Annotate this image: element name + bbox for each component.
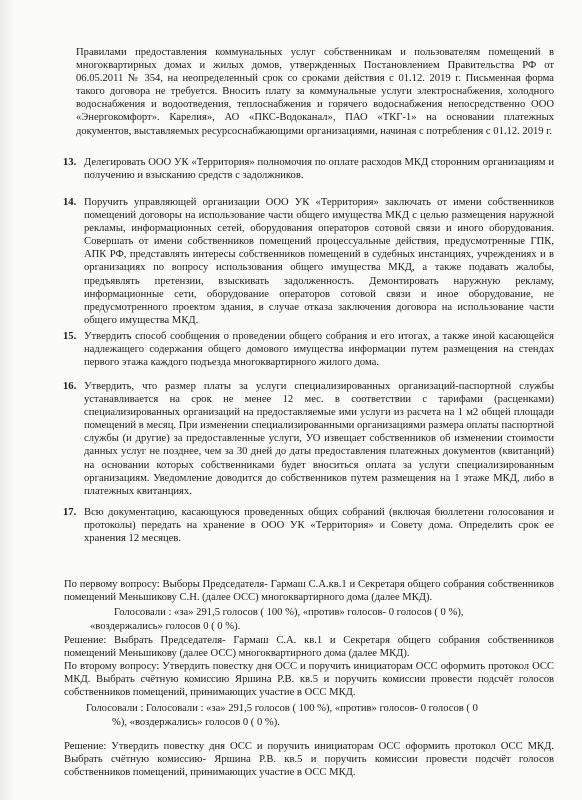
question-2-votes-line-2: %), «воздержались» голосов 0 ( 0 %). xyxy=(112,717,280,728)
item-number-16: 16. xyxy=(63,381,77,392)
intro-paragraph: Правилами предоставления коммунальных услуг собственникам и пользователям помещений в многоквартирных домах и жилых домов, утвержденных Постановлением Правительства РФ от 06.05.2011 № 354, на неопределенный срок со сроками действия с 01.12. 2019 г. Письменная форма такого договора не требуется. Вносить плату за коммунальные услуги электроснабжения, холодного водоснабжения и водоотведения, теплоснабжения и горячего водоснабжения непосредственно ООО «Энергокомфорт». Карелия», АО «ПКС-Водоканал», ПАО «ТКГ-1» на основании платежных документов, выставляемых ресурсоснабжающими организациями, начиная с потребления с 01.12. 2019 г. xyxy=(76,47,554,137)
item-number-17: 17. xyxy=(63,507,77,518)
question-2-text: По второму вопросу: Утвердить повестку дня ОСС и поручить инициаторам ОСС оформить протокол ОСС МКД. Выбрать счётную комиссию Яршина Р.В. кв.5 и поручить комиссии провести подсчёт голосов собственников помещений, принимающих участие в ОСС МКД. xyxy=(64,661,554,699)
item-number-15: 15. xyxy=(63,331,77,342)
item-text-16: Утвердить, что размер платы за услуги специализированных организаций-паспортной службы устанавливается на срок не менее 12 мес. в соответствии с тарифами (расценками) специализированных организаций на предоставляемые ими услуги из расчета на 1 м2 общей площади помещений в месяц. При изменении специализированными организациями размера оплаты паспортной службы (и другие) за предоставленные услуги, УО извещает собственников об изменении стоимости данных услуг не позднее, чем за 30 дней до даты предоставления платежных документов (квитанций) на основании которых собственниками будет вноситься оплата за услуги специализированным организациям. Уведомление доводится до собственников путем размещения на 1 этаже МКД, либо в платежных квитанциях. xyxy=(84,381,554,497)
question-1-text: По первому вопросу: Выборы Председателя- Гармаш С.А.кв.1 и Секретаря общего собрания собственников помещений Меньшикову С.Н. (далее ОСС) многоквартирного дома (далее МКД). xyxy=(64,579,554,604)
item-text-15: Утвердить способ сообщения о проведении общего собрания и его итогах, а также иной касающейся надлежащего содержания общего домового имущества информации путем размещения на стендах первого этажа каждого подъезда многоквартирного жилого дома. xyxy=(84,331,554,369)
item-text-17: Всю документацию, касающуюся проведенных общих собраний (включая бюллетени голосования и протоколы) передать на хранение в ООО УК «Территория» и Совету дома. Определить срок ее хранения 12 месяцев. xyxy=(84,507,554,545)
question-1-votes-line-1: Голосовали : «за» 291,5 голосов ( 100 %), «против» голосов- 0 голосов ( 0 %), xyxy=(114,607,464,618)
question-2-votes-line-1: Голосовали : Голосовали : «за» 291,5 голосов ( 100 %), «против» голосов- 0 голосов ( 0 xyxy=(86,703,478,714)
item-text-14: Поручить управляющей организации ООО УК «Территория» заключать от имени собственников помещений договоры на использование части общего имущества МКД с целью размещения наружной рекламы, информационных сетей, оборудования операторов сотовой связи и иного оборудования. Совершать от имени собственников помещений процессуальные действия, предусмотренные ГПК, АПК РФ, представлять интересы собственников помещений в судебных инстанциях, учреждениях и в организациях по вопросу использования общего имущества МКД, а также подавать жалобы, предъявлять претензии, взыскивать задолженность. Демонтировать наружную рекламу, информационные сети, оборудование операторов сотовой связи и иное оборудование, не предусмотренного проектом здания, в случае отказа заключения договора на использование части общего имущества МКД. xyxy=(84,197,554,326)
question-1-votes-line-2: «воздержались» голосов 0 ( 0 %). xyxy=(90,621,241,632)
item-number-14: 14. xyxy=(63,197,77,208)
item-text-13: Делегировать ООО УК «Территория» полномочия по оплате расходов МКД сторонним организациям и получению и взысканию средств с задолжников. xyxy=(84,157,554,182)
question-1-decision: Решение: Выбрать Председателя- Гармаш С.А. кв.1 и Секретаря общего собрания собственников помещений Меньшикову (далее ОСС) многоквартирного дома (далее МКД). xyxy=(64,635,554,660)
item-number-13: 13. xyxy=(63,157,77,168)
question-2-decision: Решение: Утвердить повестку дня ОСС и поручить инициаторам ОСС оформить протокол ОСС МКД. Выбрать счётную комиссию- Яршина Р.В. кв.5 и поручить комиссии провести подсчёт голосов собственников помещений, принимающих участие в ОСС МКД. xyxy=(64,741,554,779)
page-shadow xyxy=(0,0,14,800)
